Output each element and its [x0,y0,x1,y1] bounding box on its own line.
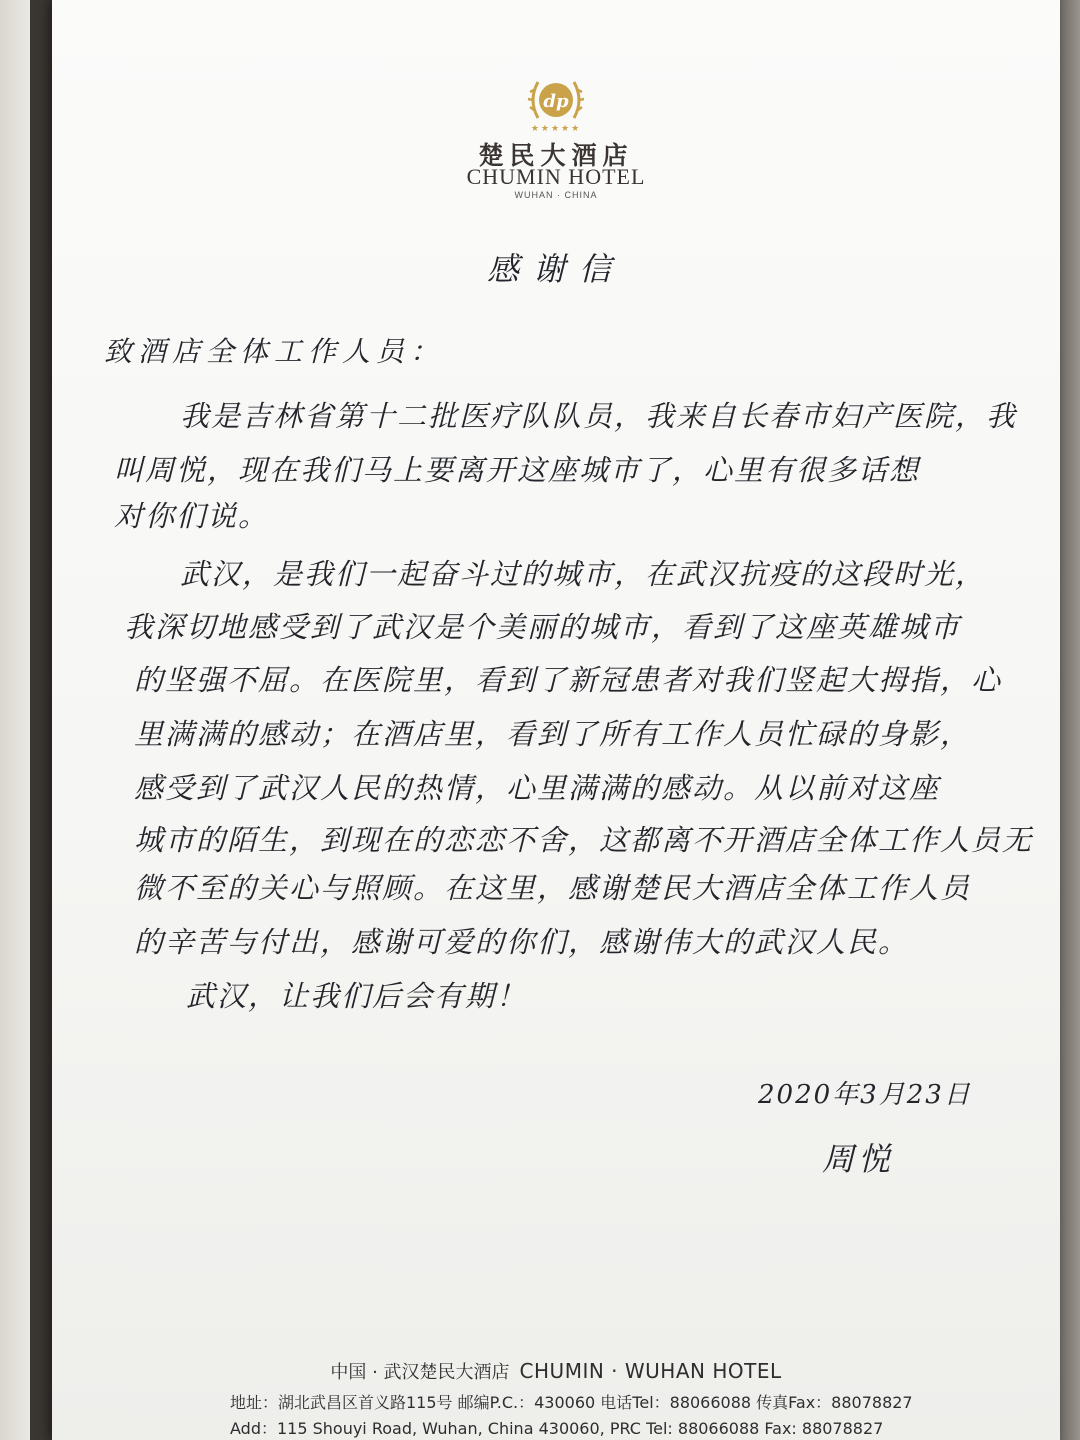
footer-address-english: Add：115 Shouyi Road, Wuhan, China 430060, PRC Tel: 88066088 Fax: 88078827 [230,1419,884,1438]
letter-line: 对你们说。 [114,499,270,533]
footer-hotel-name [52,1358,1060,1384]
letter-signature: 周悦 [822,1140,895,1178]
letter-line: 微不至的关心与照顾。在这里，感谢楚民大酒店全体工作人员 [134,871,972,905]
footer-name-chinese: 中国 · 武汉楚民大酒店 [330,1362,510,1383]
letter-date: 2020年3月23日 [758,1080,972,1110]
letter-title: 感谢信 [486,250,625,288]
hotel-name-chinese: 楚民大酒店 [478,141,634,170]
hotel-name-english: CHUMIN HOTEL [466,164,646,189]
footer-name-english: CHUMIN · WUHAN HOTEL [519,1359,782,1383]
letter-line: 武汉，让我们后会有期！ [186,979,528,1013]
adjacent-page-left [0,0,30,1440]
letter-line: 的坚强不屈。在医院里，看到了新冠患者对我们竖起大拇指，心 [134,663,1003,697]
adjacent-page-right [1058,0,1080,1440]
hotel-star-rating: ★★★★★ [530,124,582,134]
letter-line: 里满满的感动；在酒店里，看到了所有工作人员忙碌的身影， [134,717,972,751]
letter-line: 城市的陌生，到现在的恋恋不舍，这都离不开酒店全体工作人员无 [134,823,1034,857]
hotel-city: WUHAN · CHINA [514,190,598,200]
letter-line: 感受到了武汉人民的热情，心里满满的感动。从以前对这座 [134,771,941,805]
logo-monogram: dp [543,91,569,112]
letter-paper [52,0,1060,1440]
letter-line: 武汉，是我们一起奋斗过的城市，在武汉抗疫的这段时光， [180,557,987,591]
letter-line: 我深切地感受到了武汉是个美丽的城市，看到了这座英雄城市 [124,610,962,644]
footer-address-chinese: 地址：湖北武昌区首义路115号 邮编P.C.：430060 电话Tel：88066088 传真Fax：88078827 [230,1393,913,1412]
letter-line: 的辛苦与付出，感谢可爱的你们，感谢伟大的武汉人民。 [134,925,910,959]
letter-line: 我是吉林省第十二批医疗队队员，我来自长春市妇产医院，我 [180,399,1018,433]
letter-line: 叫周悦，现在我们马上要离开这座城市了，心里有很多话想 [114,453,921,487]
letter-salutation: 致酒店全体工作人员： [104,335,445,368]
